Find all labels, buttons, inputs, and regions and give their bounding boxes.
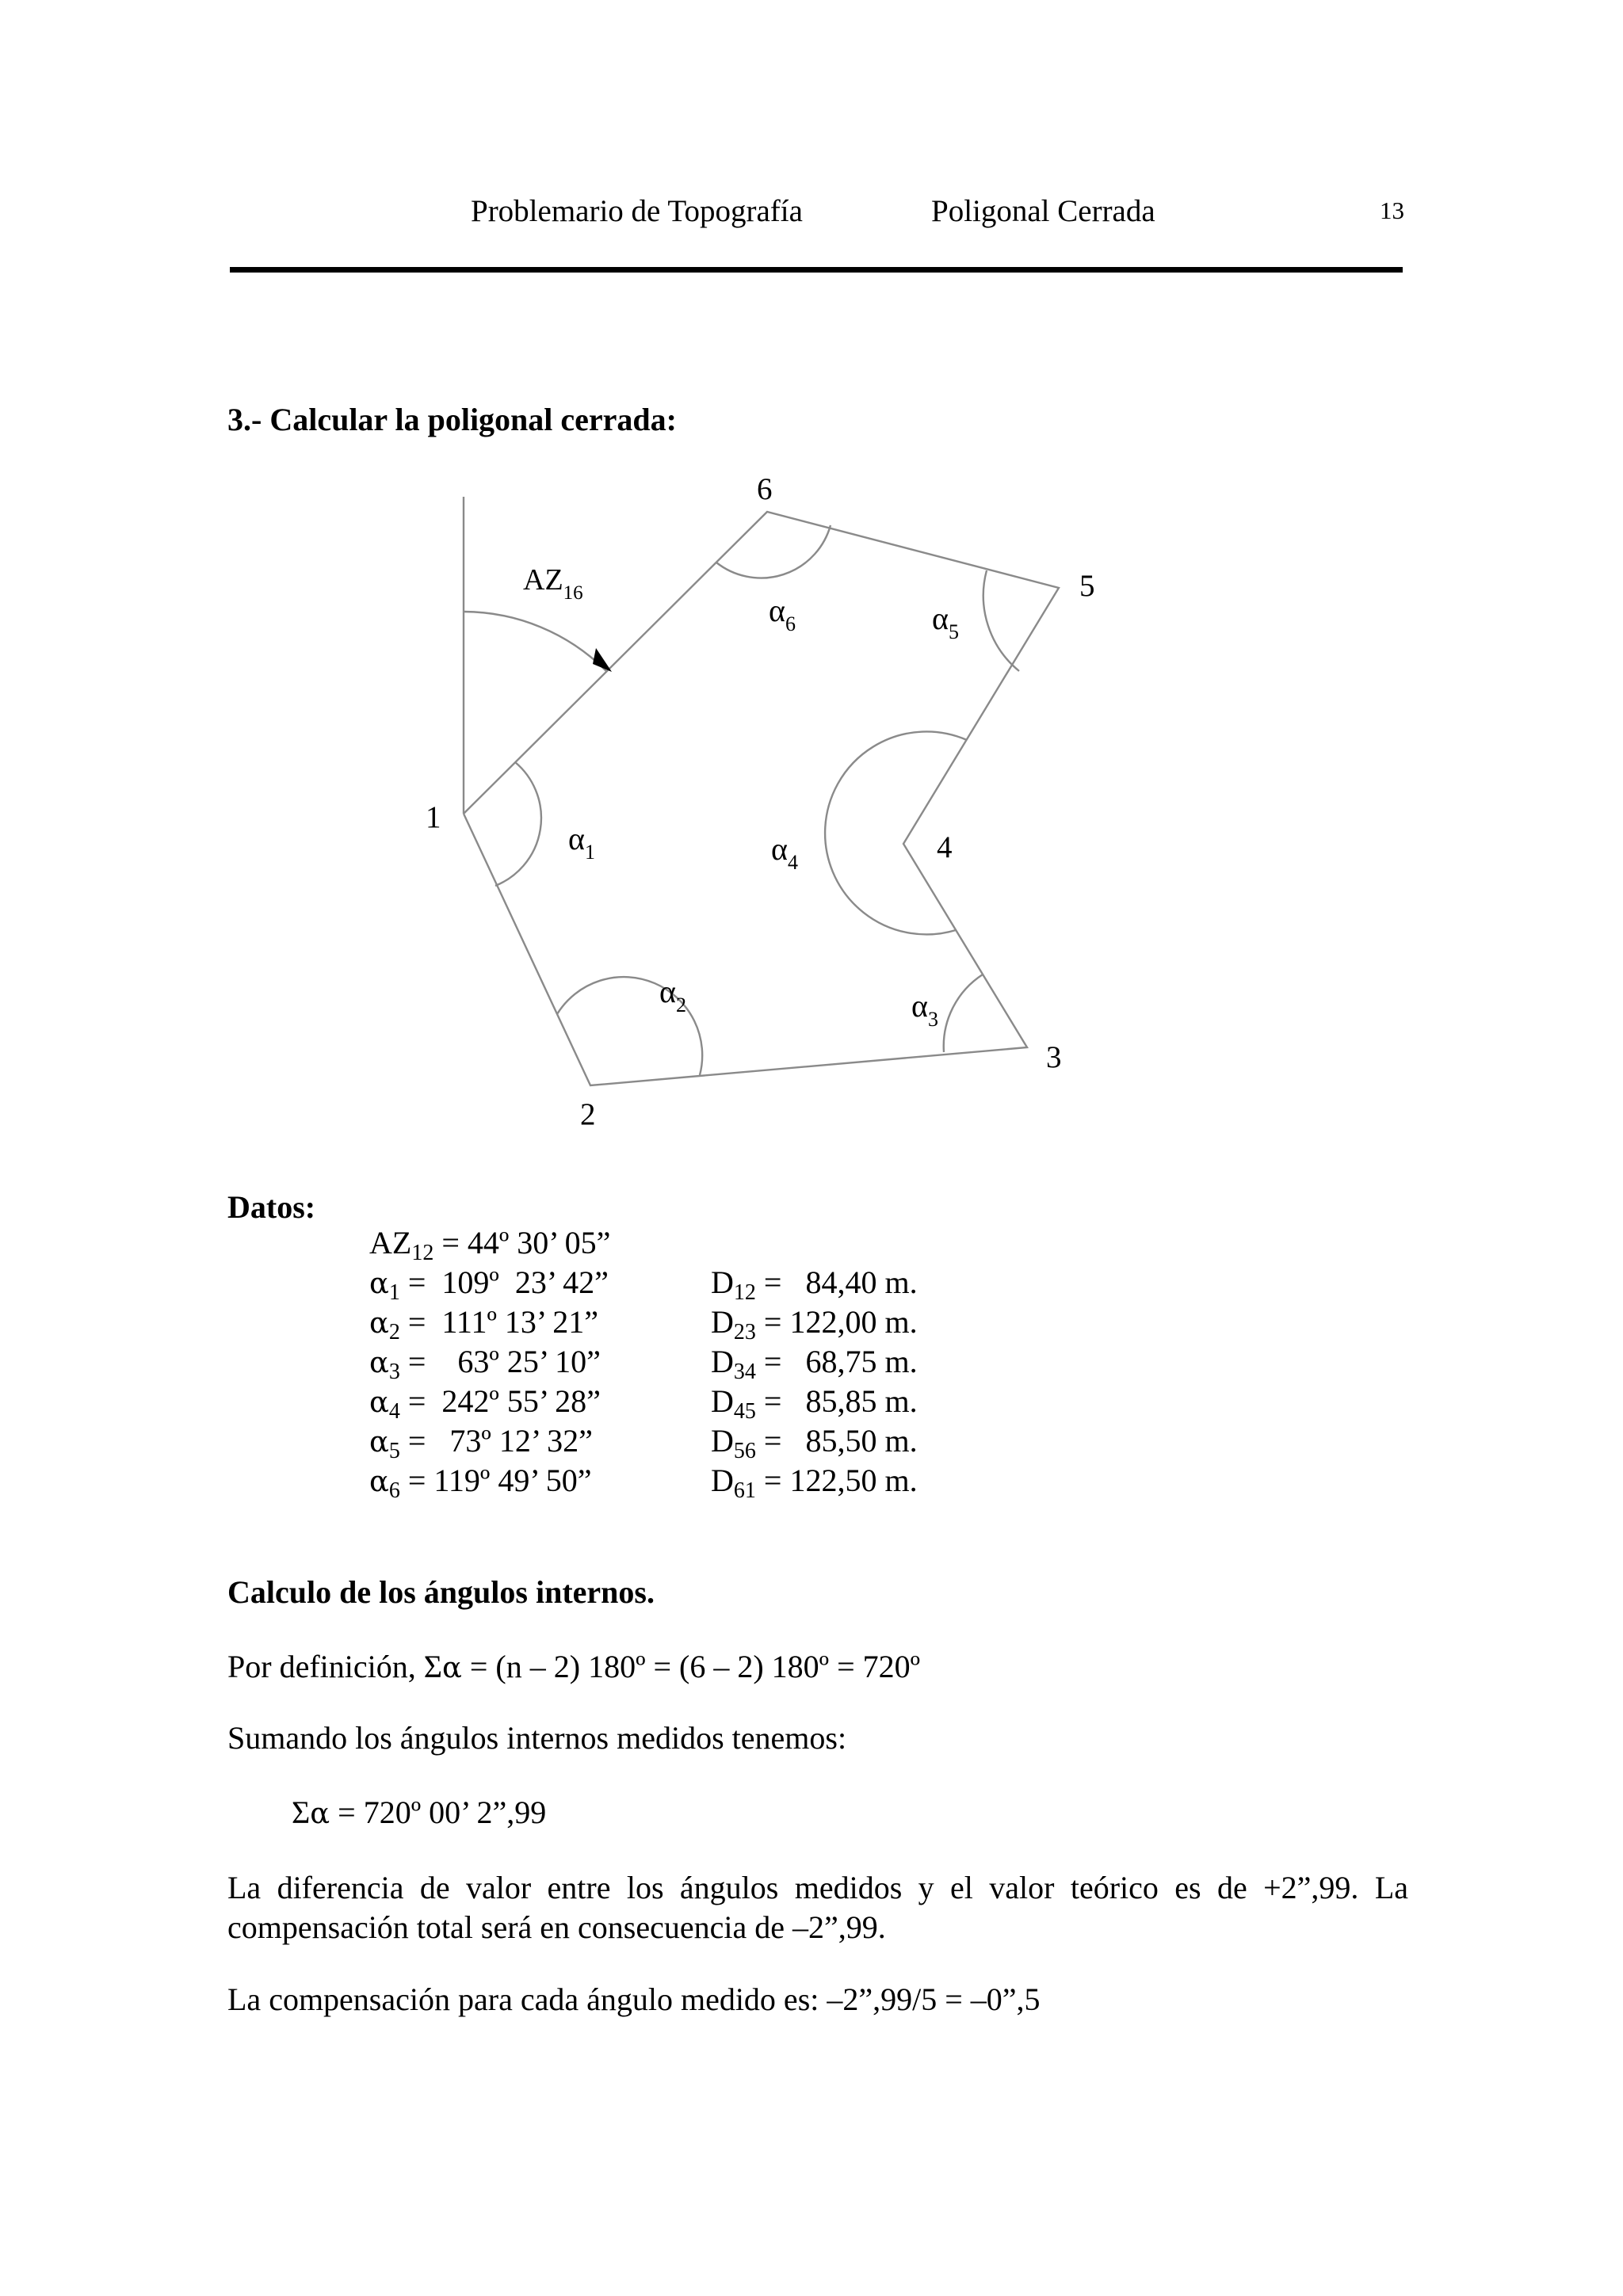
angle-row: $\alpha_4$ = 242º 55’ 28”	[369, 1383, 601, 1425]
point-label-4: 4	[937, 830, 953, 864]
distances-list	[711, 1263, 918, 1504]
sum-intro: Sumando los ángulos internos medidos tenemos:	[227, 1720, 847, 1756]
distance-row: $D_{45} = 85,85$ m.	[711, 1383, 918, 1425]
angle-label-alpha3: $\alpha_3$	[911, 988, 938, 1031]
angle-label-alpha1: $\alpha_1$	[568, 821, 595, 864]
angle-label-alpha6: $\alpha_6$	[769, 593, 796, 635]
calc-heading: Calculo de los ángulos internos.	[227, 1574, 655, 1610]
distance-row: $D_{12} = 84,40$ m.	[711, 1264, 918, 1306]
angle-row: $\alpha_6$ = 119º 49’ 50”	[369, 1463, 592, 1504]
angle-label-alpha5: $\alpha_5$	[932, 601, 959, 643]
datos-heading: Datos:	[227, 1189, 316, 1225]
point-label-6: 6	[757, 472, 773, 506]
compensation-line: La compensación para cada ángulo medido es: –2”,99/5 = –0”,5	[227, 1981, 1041, 2017]
sum-value: Σα = 720º 00’ 2”,99	[292, 1794, 547, 1830]
point-label-2: 2	[580, 1097, 596, 1131]
angle-row: $\alpha_5$ = 73º 12’ 32”	[369, 1423, 593, 1464]
distance-row: $D_{56} = 85,50$ m.	[711, 1423, 918, 1464]
angle-row: $\alpha_3$ = 63º 25’ 10”	[369, 1344, 601, 1385]
angle-label-alpha4: $\alpha_4$	[771, 831, 798, 874]
angle-label-alpha2: $\alpha_2$	[659, 974, 686, 1016]
angle-row: $\alpha_1$ = 109º 23’ 42”	[369, 1264, 609, 1306]
section-title: Poligonal Cerrada	[931, 194, 1155, 228]
azimuth-label: $AZ_{16}$	[523, 563, 583, 604]
distance-row: $D_{61} = 122,50$ m.	[711, 1463, 918, 1504]
point-label-3: 3	[1046, 1040, 1062, 1074]
distance-row: $D_{23} = 122,00$ m.	[711, 1304, 918, 1345]
page-number: 13	[1380, 196, 1404, 224]
book-title: Problemario de Topografía	[471, 194, 803, 228]
point-label-1: 1	[426, 800, 441, 834]
point-label-5: 5	[1079, 569, 1095, 603]
distance-row: $D_{34} = 68,75$ m.	[711, 1344, 918, 1385]
angle-row: $\alpha_2$ = 111º 13’ 21”	[369, 1304, 598, 1345]
problem-title: 3.- Calcular la poligonal cerrada:	[227, 402, 677, 437]
az12-row: $AZ_{12}$ = 44º 30’ 05”	[369, 1225, 611, 1266]
definition-line: Por definición, Σα = (n – 2) 180º = (6 – 2) 180º = 720º	[227, 1649, 921, 1684]
difference-paragraph: La diferencia de valor entre los ángulos medidos y el valor teórico es de +2”,99. La compensación total será en consecuencia de –2”,99.	[227, 1870, 1408, 1945]
angles-list	[369, 1223, 611, 1504]
